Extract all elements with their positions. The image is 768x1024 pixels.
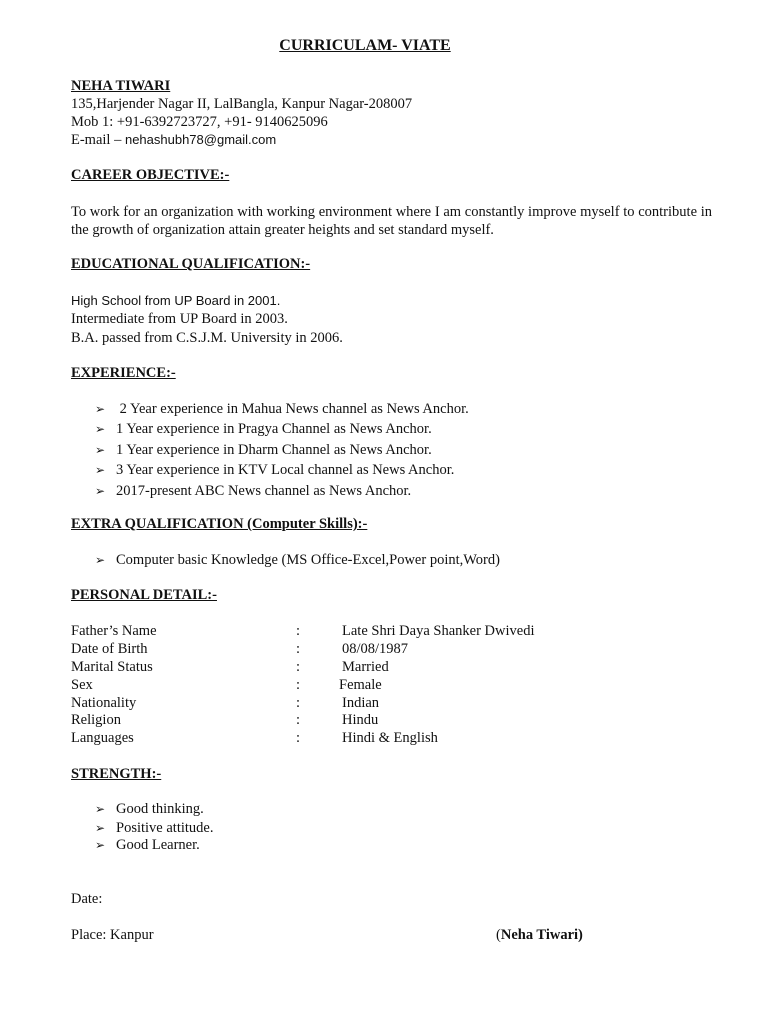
page-title: CURRICULAM- VIATE (279, 37, 451, 54)
experience-item (95, 461, 454, 479)
strength-heading: STRENGTH:- (71, 766, 162, 782)
arrow-bullet-icon: ➢ (95, 402, 106, 416)
education-item: B.A. passed from C.S.J.M. University in 2006. (71, 330, 343, 346)
experience-item (95, 482, 411, 500)
personal-colon: : (296, 730, 301, 746)
candidate-name: NEHA TIWARI (71, 78, 171, 94)
personal-colon: : (296, 623, 301, 639)
experience-text: 1 Year experience in Pragya Channel as News Anchor. (116, 421, 432, 437)
address-line: 135,Harjender Nagar II, LalBangla, Kanpur Nagar-208007 (71, 96, 413, 112)
experience-heading: EXPERIENCE:- (71, 365, 176, 381)
personal-value: Married (342, 659, 389, 675)
personal-value: Indian (342, 695, 380, 711)
personal-label: Marital Status (71, 659, 153, 675)
personal-value: Female (339, 677, 382, 693)
personal-label: Date of Birth (71, 641, 148, 657)
signature-name (496, 926, 583, 944)
experience-text: 2017-present ABC News channel as News Anchor. (116, 483, 412, 499)
experience-item (95, 441, 432, 459)
experience-text: 3 Year experience in KTV Local channel as News Anchor. (116, 462, 455, 478)
arrow-bullet-icon: ➢ (95, 821, 106, 835)
personal-label: Religion (71, 712, 121, 728)
extra-item (95, 551, 500, 569)
strength-text: Good Learner. (116, 837, 200, 853)
email-line (71, 131, 276, 149)
signature-text: Neha Tiwari) (500, 927, 583, 943)
personal-value: Late Shri Daya Shanker Dwivedi (342, 623, 535, 639)
strength-item (95, 836, 200, 854)
personal-colon: : (296, 695, 301, 711)
personal-colon: : (296, 712, 301, 728)
arrow-bullet-icon: ➢ (95, 802, 106, 816)
personal-label: Sex (71, 677, 93, 693)
place-label: Place: Kanpur (71, 927, 154, 943)
personal-colon: : (296, 677, 301, 693)
arrow-bullet-icon: ➢ (95, 838, 106, 852)
strength-item (95, 800, 204, 818)
personal-colon: : (296, 659, 301, 675)
email-address: nehashubh78@gmail.com (124, 132, 277, 147)
personal-label: Father’s Name (71, 623, 157, 639)
arrow-bullet-icon: ➢ (95, 422, 106, 436)
personal-label: Languages (71, 730, 134, 746)
personal-value: 08/08/1987 (342, 641, 409, 657)
strength-text: Good thinking. (116, 801, 204, 817)
signature-open-paren: ( (496, 927, 501, 943)
personal-label: Nationality (71, 695, 137, 711)
personal-heading: PERSONAL DETAIL:- (71, 587, 217, 603)
education-item: High School from UP Board in 2001. (71, 293, 281, 308)
arrow-bullet-icon: ➢ (95, 443, 106, 457)
mobile-line: Mob 1: +91-6392723727, +91- 9140625096 (71, 114, 328, 130)
personal-colon: : (296, 641, 301, 657)
career-heading: CAREER OBJECTIVE:- (71, 167, 230, 183)
experience-item (95, 400, 469, 418)
date-label: Date: (71, 891, 103, 907)
career-text: To work for an organization with working environment where I am constantly improve myself to contribute in the growth of organization attain greater heights and set standard myself. (71, 204, 712, 238)
experience-text: 1 Year experience in Dharm Channel as News Anchor. (116, 442, 432, 458)
extra-heading: EXTRA QUALIFICATION (Computer Skills):- (71, 516, 368, 532)
email-prefix: E-mail – (71, 132, 125, 148)
extra-text: Computer basic Knowledge (MS Office-Excel,Power point,Word) (116, 552, 500, 568)
experience-text: 2 Year experience in Mahua News channel as News Anchor. (116, 401, 469, 417)
personal-value: Hindi & English (342, 730, 438, 746)
personal-value: Hindu (342, 712, 379, 728)
strength-item (95, 819, 213, 837)
arrow-bullet-icon: ➢ (95, 553, 106, 567)
education-item: Intermediate from UP Board in 2003. (71, 311, 288, 327)
arrow-bullet-icon: ➢ (95, 463, 106, 477)
strength-text: Positive attitude. (116, 820, 214, 836)
education-heading: EDUCATIONAL QUALIFICATION:- (71, 256, 311, 272)
experience-item (95, 420, 432, 438)
arrow-bullet-icon: ➢ (95, 484, 106, 498)
